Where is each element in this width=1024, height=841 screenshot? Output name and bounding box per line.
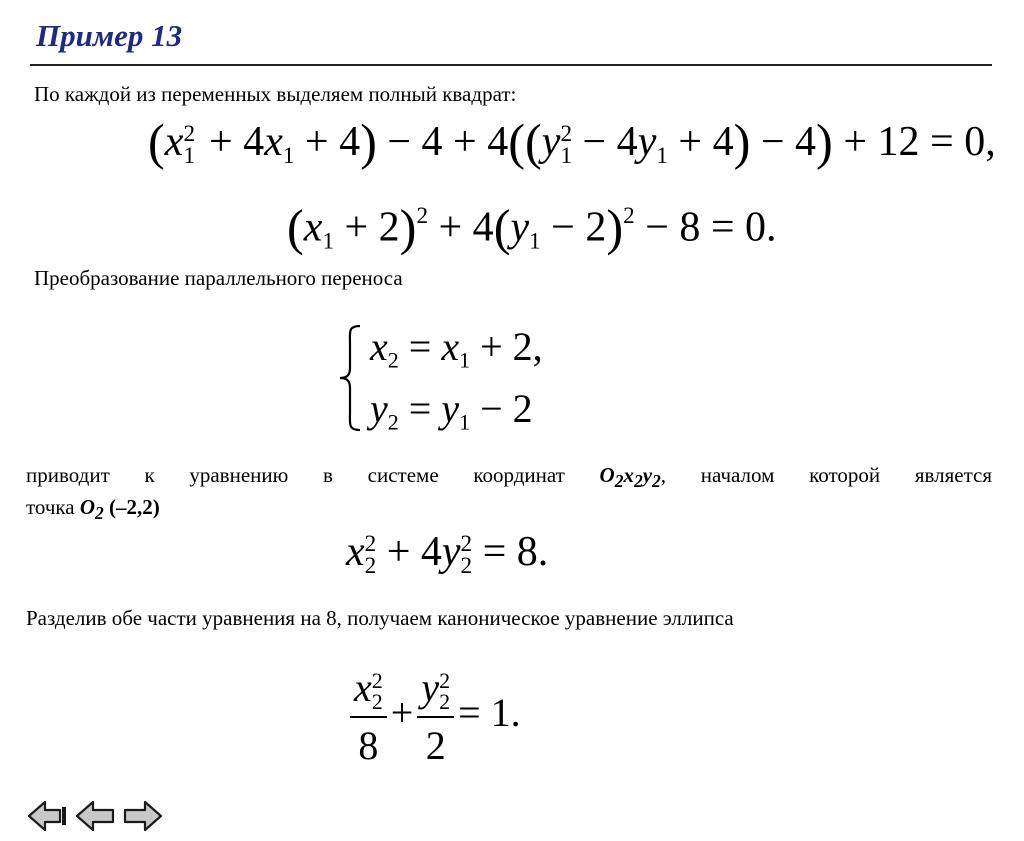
equation-new-coordinates: x 2 2 + 4y 2 2 = 8. — [346, 529, 549, 579]
title-divider — [30, 64, 992, 66]
text-canonical: Разделив обе части уравнения на 8, получаем каноническое уравнение эллипса — [26, 606, 734, 630]
equation-canonical-ellipse: x 2 2 8 + y 2 2 2 = 1. — [346, 660, 521, 780]
go-forward-icon[interactable] — [122, 798, 164, 834]
equation-complete-square: (x 2 1 + $4x_1 + 4) - 4 + 4((y$ 2 1 − $4y_1 + 4) - 4) + 12 = 0$, — [148, 114, 996, 171]
system-line-y: $y_2 = y_1 - 2$ — [370, 386, 533, 435]
text-origin-point: точка $O_2$ (–2,2) — [26, 495, 160, 524]
text-parallel-transfer: Преобразование параллельного переноса — [34, 266, 403, 290]
equation-squared-form: $(x_1 + 2)^2 + 4(y_1 - 2)^2 - 8 = 0$. — [287, 199, 777, 256]
text-complete-square: По каждой из переменных выделяем полный квадрат: — [34, 82, 517, 106]
system-line-x: $x_2 = x_1 + 2$, — [370, 324, 543, 373]
system-brace — [336, 322, 366, 434]
go-first-icon[interactable] — [26, 798, 68, 834]
slide-title: Пример 13 — [36, 18, 183, 53]
go-back-icon[interactable] — [74, 798, 116, 834]
text-coordinate-system: приводит к уравнению в системе координат $O_2x_2y_2$, началом которой является — [26, 463, 992, 492]
